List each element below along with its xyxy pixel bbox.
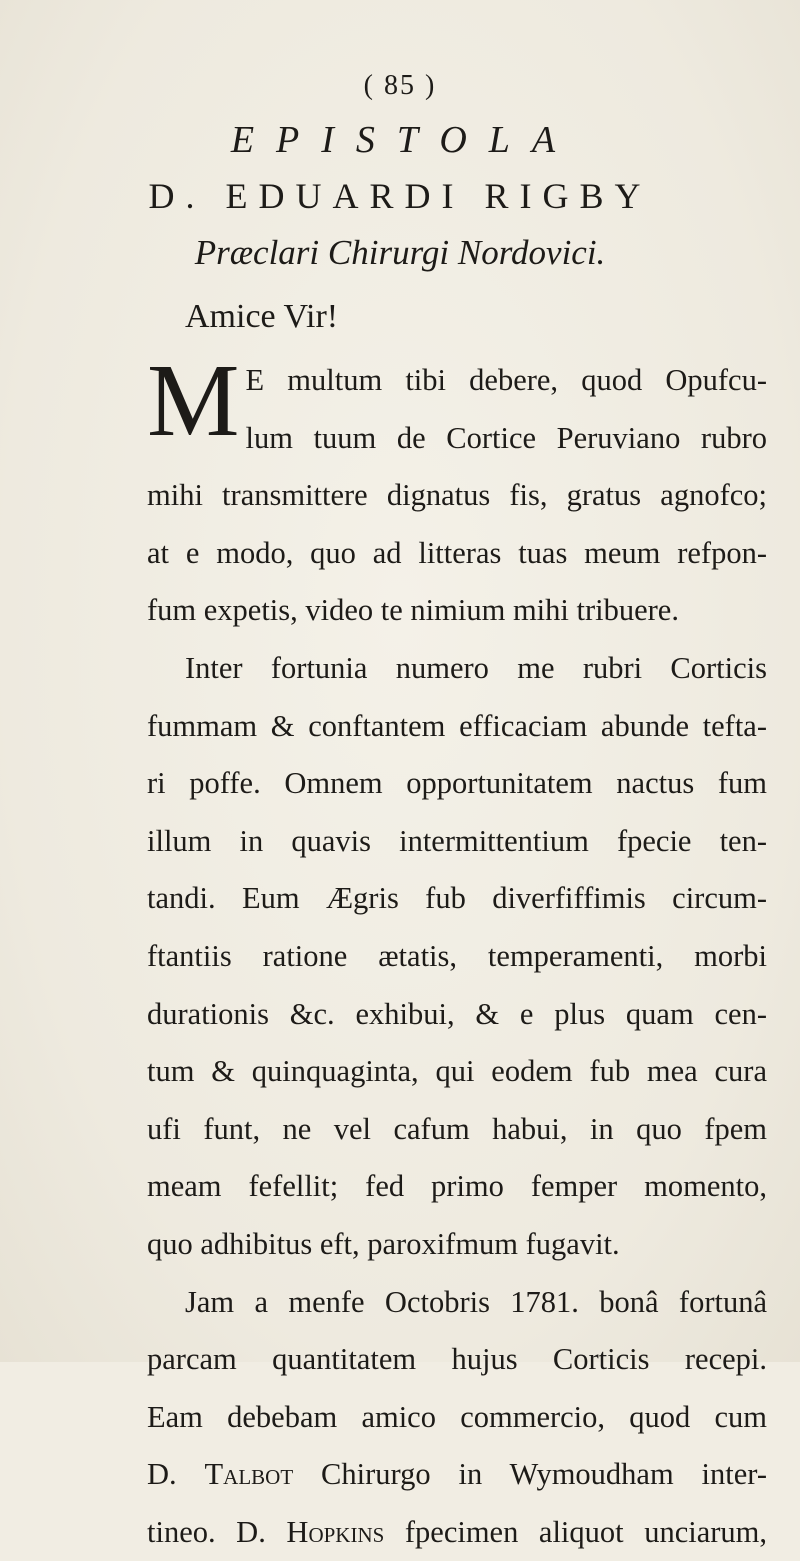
text-line: Eam debebam amico commercio, quod cum (147, 1399, 767, 1434)
text-line: durationis &c. exhibui, & e plus quam cen- (147, 996, 767, 1031)
text-line: tandi. Eum Ægris fub diverfiffimis circum- (147, 881, 767, 916)
text-line: D. Talbot Chirurgo in Wymoudham inter- (147, 1457, 767, 1492)
text-line: illum in quavis intermittentium fpecie ten- (147, 823, 767, 858)
salutation: Amice Vir! (185, 298, 339, 335)
text-line: Inter fortunia numero me rubri Corticis (185, 650, 767, 685)
paragraph-1 (147, 343, 767, 640)
text-line: tum & quinquaginta, qui eodem fub mea cura (147, 1054, 767, 1089)
drop-cap: M (147, 343, 240, 458)
text-line: mihi transmittere dignatus fis, gratus agnofco; (147, 478, 767, 513)
paragraph-3-cont (147, 1331, 767, 1561)
heading-epistola: EPISTOLA (230, 119, 578, 161)
text-line: quo adhibitus eft, paroxifmum fugavit. (147, 1226, 620, 1261)
text-line: E multum tibi debere, quod Opufcu- (245, 363, 767, 397)
text-line: ri poffe. Omnem opportunitatem nactus fum (147, 766, 767, 801)
paragraph-2-cont (147, 698, 767, 1274)
text-line: tineo. D. Hopkins fpecimen aliquot unciarum, (147, 1514, 768, 1549)
text-line: meam fefellit; fed primo femper momento, (147, 1169, 767, 1204)
text-line: at e modo, quo ad litteras tuas meum refpon- (147, 535, 767, 570)
paragraph-2 (147, 640, 767, 698)
text-line: Jam a menfe Octobris 1781. bonâ fortunâ (185, 1284, 767, 1319)
text-line: lum tuum de Cortice Peruviano rubro (245, 420, 767, 455)
page-number: ( 85 ) (363, 70, 437, 101)
heading-author: D. EDUARDI RIGBY (148, 176, 652, 216)
letter-body (147, 343, 768, 1561)
paragraph-3 (147, 1274, 767, 1332)
text-line: ftantiis ratione ætatis, temperamenti, morbi (147, 938, 767, 973)
text-line: fum expetis, video te nimium mihi tribuere. (147, 593, 679, 628)
text-line: fummam & conftantem efficaciam abunde tefta- (147, 708, 767, 743)
text-line: ufi funt, ne vel cafum habui, in quo fpem (147, 1111, 767, 1146)
text-line: parcam quantitatem hujus Corticis recepi. (147, 1342, 767, 1377)
heading-subtitle: Præclari Chirurgi Nordovici. (194, 233, 606, 272)
